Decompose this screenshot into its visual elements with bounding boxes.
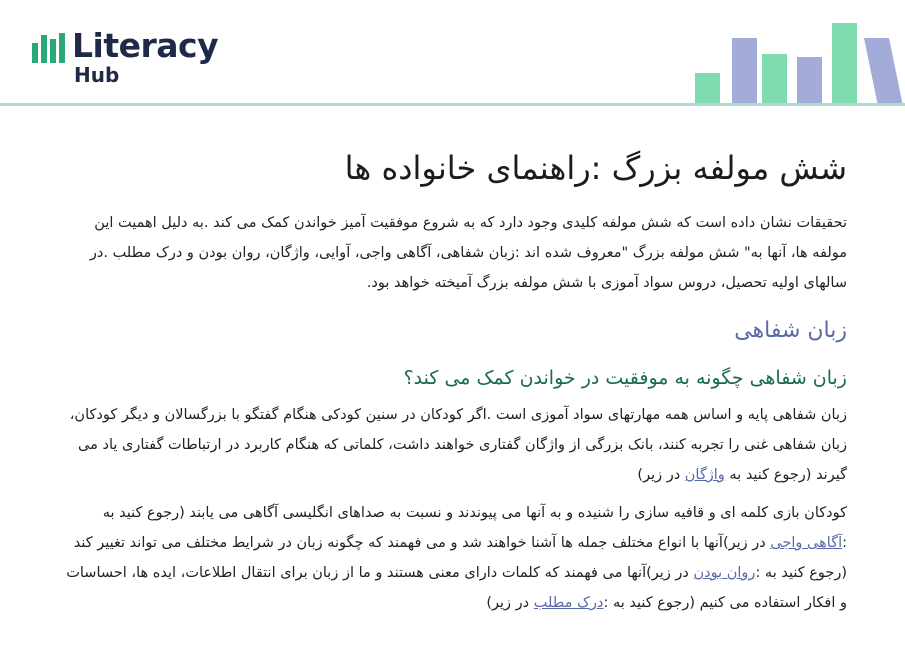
site-header bbox=[0, 0, 905, 108]
page-title: شش مولفه بزرگ :راهنمای خانواده ها bbox=[344, 149, 847, 187]
paragraph-1 bbox=[60, 400, 847, 490]
section-subtitle: زبان شفاهی چگونه به موفقیت در خواندن کمک می کند؟ bbox=[403, 367, 847, 389]
paragraph-2-a: کودکان بازی کلمه ای و قافیه سازی را شنیده و به آنها می پیوندند و نسبت به صداهای انگلیسی آگاهی می یابند (رجوع کنید به : bbox=[102, 505, 847, 551]
link-phonological-awareness[interactable]: آگاهی واجی bbox=[770, 535, 843, 551]
logo-sub: Hub bbox=[74, 63, 120, 87]
link-vocabulary[interactable]: واژگان bbox=[684, 467, 725, 483]
paragraph-2-d: در زیر) bbox=[486, 595, 534, 611]
paragraph-1-text: زبان شفاهی پایه و اساس همه مهارتهای سواد آموزی است .اگر کودکان در سنین کودکی هنگام گفتگو با بزرگسالان و دیگر کودکان، زبان شفاهی غنی را تجربه کنند، بانک بزرگی از واژگان گفتاری خواهند داشت، کلماتی که هنگام کاربرد در ارتباطات گفتاری یاد می گیرند (رجوع کنید به bbox=[69, 407, 847, 483]
header-divider bbox=[0, 103, 905, 106]
section-title-oral-language: زبان شفاهی bbox=[734, 318, 847, 343]
link-comprehension[interactable]: درک مطلب bbox=[533, 595, 604, 611]
link-fluency[interactable]: روان بودن bbox=[693, 565, 756, 581]
literacy-hub-logo[interactable] bbox=[32, 26, 232, 90]
paragraph-2-b: در زیر)آنها با انواع مختلف جمله ها آشنا خواهند شد و می فهمند که چگونه زبان در شرایط مختلف می تواند تغییر کند (رجوع کنید به : bbox=[73, 535, 847, 581]
paragraph-2-c: در زیر)آنها می فهمند که کلمات دارای معنی هستند و ما از زبان برای انتقال اطلاعات، ایده ها، احساسات و افکار استفاده می کنیم (رجوع کنید به : bbox=[66, 565, 847, 611]
article-content bbox=[60, 108, 847, 618]
paragraph-1-end: در زیر) bbox=[637, 467, 685, 483]
intro-paragraph: تحقیقات نشان داده است که شش مولفه کلیدی وجود دارد که به شروع موفقیت آمیز خواندن کمک می کند .به دلیل اهمیت این مولفه ها، آنها به" شش مولفه بزرگ "معروف شده اند :زبان شفاهی، آگاهی واجی، آوایی، واژگان، روان بودن و درک مطلب .در سالهای اولیه تحصیل، دروس سواد آموزی با شش مولفه بزرگ آمیخته خواهد بود. bbox=[89, 215, 847, 291]
logo-bars-icon bbox=[32, 33, 66, 63]
paragraph-2 bbox=[60, 498, 847, 618]
logo-word: Literacy bbox=[72, 26, 219, 65]
decorative-bars-icon bbox=[692, 20, 905, 106]
